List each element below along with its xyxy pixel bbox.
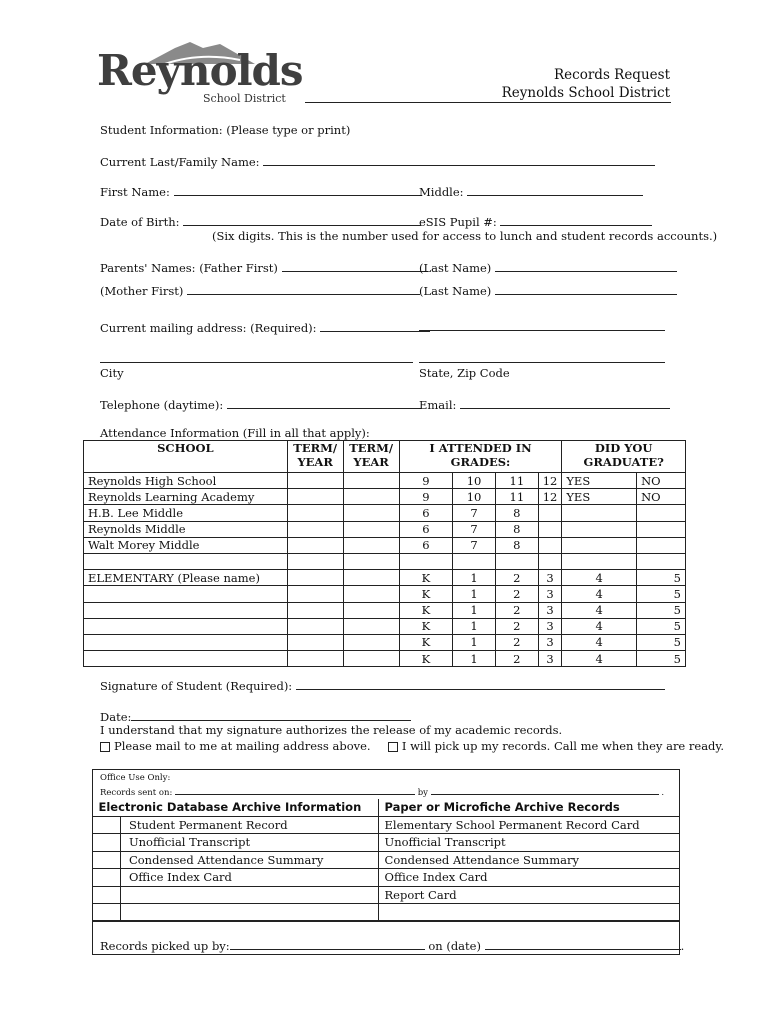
father-row <box>100 260 428 275</box>
last-name-row <box>100 154 655 169</box>
attendance-row <box>84 473 686 489</box>
grade-cell <box>495 553 538 569</box>
record-check-cell[interactable] <box>93 851 121 869</box>
sent-by-label: by <box>417 788 428 798</box>
term-year-cell[interactable] <box>287 602 343 618</box>
term-year-cell[interactable] <box>287 521 343 537</box>
grade-cell: 3 <box>538 570 562 586</box>
esis-label: eSIS Pupil #: <box>419 215 497 229</box>
grade-cell: 12 <box>538 489 562 505</box>
mother-last-label: (Last Name) <box>419 284 492 298</box>
grade-cell: K <box>399 586 453 602</box>
graduate-yes-cell <box>562 521 637 537</box>
office-record-row <box>93 904 680 922</box>
grade-cell: 1 <box>453 602 496 618</box>
term-year-cell[interactable] <box>287 473 343 489</box>
grade-cell: 7 <box>453 505 496 521</box>
grade-cell: K <box>399 634 453 650</box>
graduate-no-cell: 5 <box>637 634 686 650</box>
dob-label: Date of Birth: <box>100 215 180 229</box>
electronic-record-item <box>120 904 378 922</box>
school-cell[interactable] <box>84 618 288 634</box>
attendance-intro: Attendance Information (Fill in all that apply): <box>100 426 370 440</box>
telephone-field[interactable] <box>227 397 421 409</box>
grade-cell: 2 <box>495 634 538 650</box>
grade-cell: 9 <box>399 473 453 489</box>
telephone-label: Telephone (daytime): <box>100 398 224 412</box>
graduate-yes-cell <box>562 553 637 569</box>
picked-up-label: Records picked up by: <box>100 939 230 953</box>
mother-row <box>100 283 420 298</box>
grade-cell: 11 <box>495 489 538 505</box>
paper-record-item: Unofficial Transcript <box>378 834 679 852</box>
record-check-cell[interactable] <box>93 816 121 834</box>
records-sent-field[interactable] <box>175 786 415 795</box>
term-year-cell[interactable] <box>343 489 399 505</box>
office-records-table <box>92 799 680 922</box>
mother-first-field[interactable] <box>187 283 420 295</box>
esis-row <box>419 214 652 229</box>
mailing-street2-field[interactable] <box>419 330 665 331</box>
email-row <box>419 397 670 412</box>
grade-cell: 3 <box>538 586 562 602</box>
electronic-record-item: Condensed Attendance Summary <box>120 851 378 869</box>
school-cell[interactable]: Reynolds Learning Academy <box>84 489 288 505</box>
grade-cell: K <box>399 602 453 618</box>
first-name-label: First Name: <box>100 185 170 199</box>
grade-cell: 7 <box>453 537 496 553</box>
signature-row <box>100 678 429 693</box>
term-year-cell[interactable] <box>343 618 399 634</box>
term-year-header-1: TERM/ YEAR <box>287 441 343 473</box>
school-cell[interactable]: Reynolds Middle <box>84 521 288 537</box>
term-year-cell[interactable] <box>343 473 399 489</box>
last-name-field[interactable] <box>263 154 655 166</box>
grade-cell: 3 <box>538 651 562 667</box>
date-row <box>100 709 411 724</box>
graduate-yes-cell: 4 <box>562 570 637 586</box>
parents-label: Parents' Names: (Father First) <box>100 261 278 275</box>
header-rule <box>305 102 671 103</box>
grade-cell: 6 <box>399 505 453 521</box>
middle-field[interactable] <box>467 184 643 196</box>
graduate-header: DID YOU GRADUATE? <box>562 441 686 473</box>
mother-last-field[interactable] <box>495 283 677 295</box>
grade-cell: 6 <box>399 521 453 537</box>
grade-cell: 2 <box>495 570 538 586</box>
form-title: Records Request <box>554 67 670 83</box>
grade-cell: K <box>399 618 453 634</box>
picked-up-field[interactable] <box>230 938 425 950</box>
office-record-row <box>93 851 680 869</box>
attendance-row <box>84 634 686 650</box>
signature-field-2[interactable] <box>419 689 665 690</box>
term-year-cell[interactable] <box>343 651 399 667</box>
record-check-cell[interactable] <box>93 834 121 852</box>
grade-cell: 3 <box>538 618 562 634</box>
grade-cell <box>538 521 562 537</box>
attendance-row <box>84 489 686 505</box>
grade-cell: 12 <box>538 473 562 489</box>
office-use-label: Office Use Only: <box>100 773 171 783</box>
grade-cell: K <box>399 570 453 586</box>
electronic-record-item: Student Permanent Record <box>120 816 378 834</box>
term-year-cell[interactable] <box>287 537 343 553</box>
attendance-row <box>84 521 686 537</box>
logo-wordmark: Reynolds <box>97 46 303 95</box>
term-year-cell[interactable] <box>343 602 399 618</box>
grade-cell: 8 <box>495 505 538 521</box>
grade-cell: 10 <box>453 473 496 489</box>
graduate-no-cell: 5 <box>637 586 686 602</box>
graduate-yes-cell <box>562 505 637 521</box>
term-year-cell[interactable] <box>287 489 343 505</box>
esis-note: (Six digits. This is the number used for access to lunch and student records accounts.) <box>212 229 718 243</box>
term-year-cell[interactable] <box>343 553 399 569</box>
grade-cell: 3 <box>538 634 562 650</box>
electronic-record-item: Unofficial Transcript <box>120 834 378 852</box>
term-year-cell[interactable] <box>287 570 343 586</box>
electronic-record-item <box>120 886 378 904</box>
electronic-archive-header: Electronic Database Archive Information <box>98 800 362 815</box>
picked-up-row: Records picked up by: on (date) . <box>100 939 685 953</box>
form-subtitle: Reynolds School District <box>501 85 670 101</box>
mail-checkbox[interactable] <box>100 742 110 752</box>
father-first-field[interactable] <box>282 260 428 272</box>
picked-up-date-field[interactable] <box>485 938 681 950</box>
graduate-yes-cell: 4 <box>562 651 637 667</box>
term-year-cell[interactable] <box>343 521 399 537</box>
city-field[interactable] <box>100 362 413 363</box>
school-cell[interactable] <box>84 602 288 618</box>
mother-last-row <box>419 283 677 298</box>
office-record-row <box>93 834 680 852</box>
grade-cell: 11 <box>495 473 538 489</box>
pickup-checkbox[interactable] <box>388 742 398 752</box>
date-label: Date: <box>100 710 132 724</box>
grade-cell <box>453 553 496 569</box>
email-field[interactable] <box>460 397 670 409</box>
delivery-options <box>100 739 724 753</box>
school-cell[interactable]: ELEMENTARY (Please name) <box>84 570 288 586</box>
graduate-no-cell: 5 <box>637 618 686 634</box>
grade-cell: 1 <box>453 634 496 650</box>
signature-label: Signature of Student (Required): <box>100 679 293 693</box>
state-zip-label: State, Zip Code <box>419 366 510 380</box>
term-year-cell[interactable] <box>287 618 343 634</box>
mailing-label: Current mailing address: (Required): <box>100 321 317 335</box>
term-year-cell[interactable] <box>287 505 343 521</box>
middle-row <box>419 184 643 199</box>
grade-cell: 8 <box>495 521 538 537</box>
paper-record-item: Office Index Card <box>378 869 679 887</box>
dob-field[interactable] <box>183 214 421 226</box>
date-field[interactable] <box>131 709 411 721</box>
grade-cell: 3 <box>538 602 562 618</box>
mailing-row <box>100 320 430 335</box>
graduate-no-cell <box>637 521 686 537</box>
attendance-row <box>84 505 686 521</box>
grade-cell <box>399 553 453 569</box>
telephone-row <box>100 397 421 412</box>
signature-field[interactable] <box>296 678 429 690</box>
record-check-cell[interactable] <box>93 886 121 904</box>
attendance-row <box>84 602 686 618</box>
grade-cell <box>538 553 562 569</box>
grade-cell: 2 <box>495 586 538 602</box>
mother-first-label: (Mother First) <box>100 284 184 298</box>
grade-cell <box>538 537 562 553</box>
grade-cell <box>538 505 562 521</box>
mailing-street-field[interactable] <box>320 320 430 332</box>
record-check-cell[interactable] <box>93 904 121 922</box>
grade-cell: 1 <box>453 651 496 667</box>
term-year-cell[interactable] <box>343 505 399 521</box>
attendance-row <box>84 651 686 667</box>
grade-cell: 9 <box>399 489 453 505</box>
paper-record-item <box>378 904 679 922</box>
grade-cell: K <box>399 651 453 667</box>
paper-archive-header: Paper or Microfiche Archive Records <box>378 799 679 816</box>
graduate-yes-cell: 4 <box>562 634 637 650</box>
graduate-no-cell: 5 <box>637 602 686 618</box>
graduate-no-cell <box>637 505 686 521</box>
school-cell[interactable]: Walt Morey Middle <box>84 537 288 553</box>
student-info-intro: Student Information: (Please type or print) <box>100 123 351 137</box>
grade-cell: 10 <box>453 489 496 505</box>
school-cell[interactable] <box>84 634 288 650</box>
school-cell[interactable] <box>84 651 288 667</box>
term-year-cell[interactable] <box>287 553 343 569</box>
graduate-no-cell: 5 <box>637 651 686 667</box>
state-zip-field[interactable] <box>419 362 665 363</box>
office-bottom-rule <box>92 920 680 921</box>
school-cell[interactable]: H.B. Lee Middle <box>84 505 288 521</box>
graduate-yes-cell: 4 <box>562 618 637 634</box>
city-label: City <box>100 366 124 380</box>
term-year-header-2: TERM/ YEAR <box>343 441 399 473</box>
paper-record-item: Condensed Attendance Summary <box>378 851 679 869</box>
middle-label: Middle: <box>419 185 464 199</box>
mail-option-label: Please mail to me at mailing address above. <box>114 739 371 753</box>
term-year-cell[interactable] <box>343 570 399 586</box>
office-record-row <box>93 816 680 834</box>
attendance-table <box>83 440 686 667</box>
father-last-label: (Last Name) <box>419 261 492 275</box>
term-year-cell[interactable] <box>287 634 343 650</box>
school-cell[interactable] <box>84 586 288 602</box>
electronic-record-item: Office Index Card <box>120 869 378 887</box>
records-sent-row: Records sent on: by . <box>100 788 665 798</box>
grade-cell: 2 <box>495 602 538 618</box>
school-cell[interactable] <box>84 553 288 569</box>
graduate-no-cell <box>637 537 686 553</box>
sent-by-field[interactable] <box>431 786 659 795</box>
paper-record-item: Elementary School Permanent Record Card <box>378 816 679 834</box>
graduate-yes-cell: 4 <box>562 586 637 602</box>
graduate-yes-cell <box>562 537 637 553</box>
district-logo <box>97 36 303 106</box>
office-record-row <box>93 886 680 904</box>
grade-cell: 2 <box>495 651 538 667</box>
school-cell[interactable]: Reynolds High School <box>84 473 288 489</box>
term-year-cell[interactable] <box>343 537 399 553</box>
graduate-no-cell: NO <box>637 489 686 505</box>
father-last-field[interactable] <box>495 260 677 272</box>
grade-cell: 1 <box>453 586 496 602</box>
graduate-no-cell <box>637 553 686 569</box>
graduate-yes-cell: YES <box>562 473 637 489</box>
first-name-row <box>100 184 422 199</box>
first-name-field[interactable] <box>174 184 422 196</box>
authorize-text: I understand that my signature authorizes the release of my academic records. <box>100 723 563 737</box>
grade-cell: 7 <box>453 521 496 537</box>
term-year-cell[interactable] <box>343 586 399 602</box>
pickup-option-label: I will pick up my records. Call me when they are ready. <box>401 739 725 753</box>
office-record-row <box>93 869 680 887</box>
picked-up-date-label: on (date) <box>428 939 481 953</box>
paper-record-item: Report Card <box>378 886 679 904</box>
graduate-no-cell: 5 <box>637 570 686 586</box>
email-label: Email: <box>419 398 457 412</box>
father-last-row <box>419 260 677 275</box>
graduate-yes-cell: YES <box>562 489 637 505</box>
attendance-row <box>84 586 686 602</box>
grade-cell: 2 <box>495 618 538 634</box>
records-sent-label: Records sent on: <box>100 788 173 798</box>
term-year-cell[interactable] <box>287 586 343 602</box>
last-name-label: Current Last/Family Name: <box>100 155 260 169</box>
grade-cell: 6 <box>399 537 453 553</box>
grades-header: I ATTENDED IN GRADES: <box>399 441 562 473</box>
grade-cell: 1 <box>453 570 496 586</box>
term-year-cell[interactable] <box>287 651 343 667</box>
attendance-row <box>84 570 686 586</box>
dob-row <box>100 214 421 229</box>
record-check-cell[interactable] <box>93 869 121 887</box>
grade-cell: 8 <box>495 537 538 553</box>
graduate-no-cell: NO <box>637 473 686 489</box>
attendance-row <box>84 537 686 553</box>
esis-field[interactable] <box>500 214 652 226</box>
grade-cell: 1 <box>453 618 496 634</box>
attendance-row <box>84 553 686 569</box>
school-header: SCHOOL <box>84 441 288 473</box>
term-year-cell[interactable] <box>343 634 399 650</box>
graduate-yes-cell: 4 <box>562 602 637 618</box>
attendance-row <box>84 618 686 634</box>
logo-subtitle: School District <box>203 92 286 105</box>
